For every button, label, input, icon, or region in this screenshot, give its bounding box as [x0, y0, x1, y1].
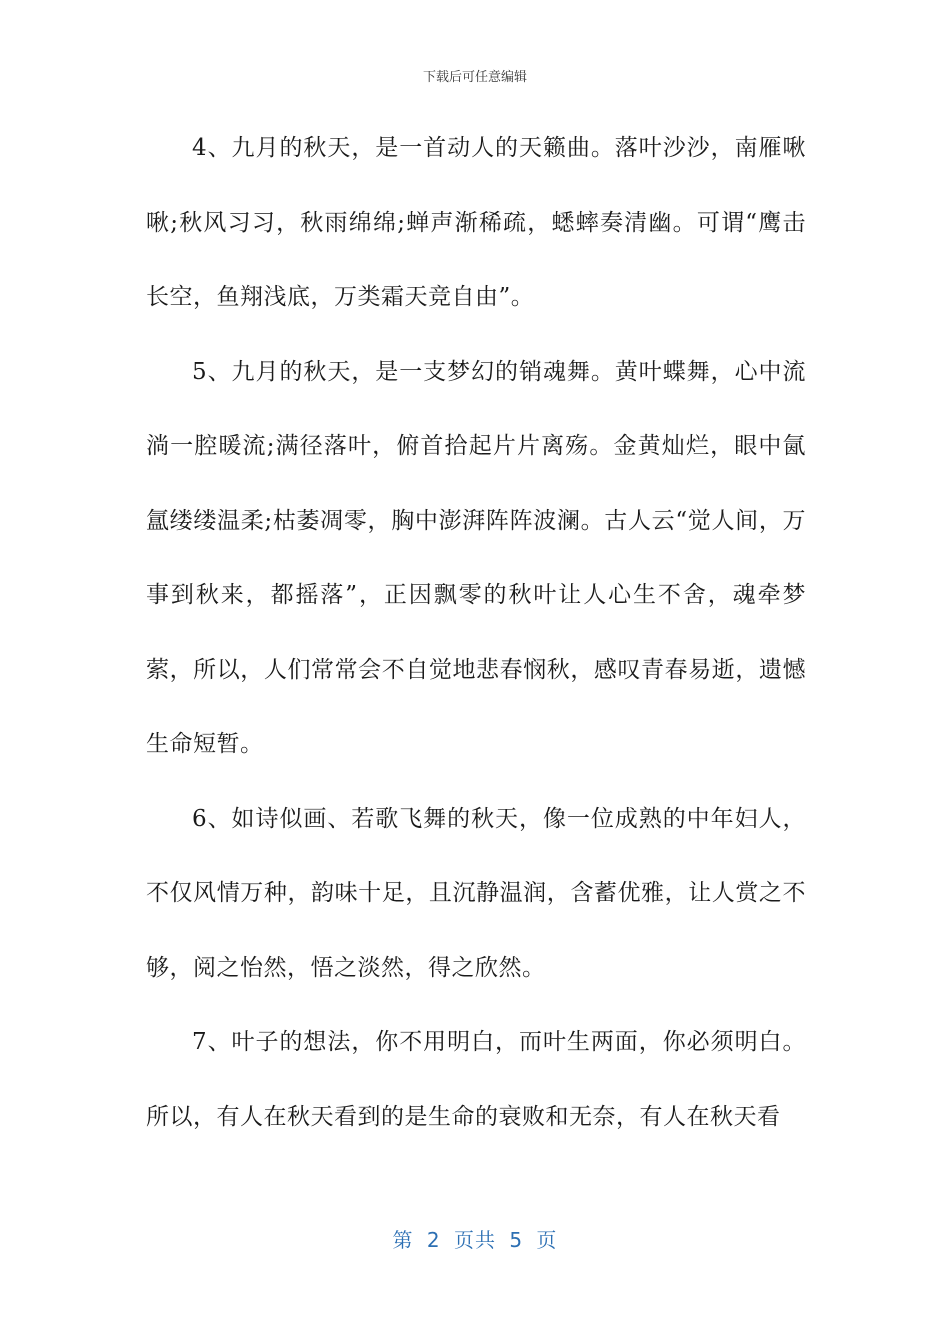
document-body	[146, 111, 806, 1154]
page-footer	[0, 1224, 950, 1253]
page-header: 下载后可任意编辑	[422, 70, 527, 85]
paragraph-5: 5、九月的秋天，是一支梦幻的销魂舞。黄叶蝶舞，心中流淌一腔暖流;满径落叶，俯首拾起片片离殇。金黄灿烂，眼中氤氲缕缕温柔;枯萎凋零，胸中澎湃阵阵波澜。古人云“觉人间，万事到秋来，都摇落”，正因飘零的秋叶让人心生不舍，魂牵梦萦，所以，人们常常会不自觉地悲春悯秋，感叹青春易逝，遗憾生命短暂。	[146, 358, 806, 757]
page-number-label: 第 2 页共 5 页	[392, 1228, 558, 1252]
paragraph-7: 7、叶子的想法，你不用明白，而叶生两面，你必须明白。所以，有人在秋天看到的是生命的衰败和无奈，有人在秋天看	[146, 1029, 806, 1130]
paragraph-4: 4、九月的秋天，是一首动人的天籁曲。落叶沙沙，南雁啾啾;秋风习习，秋雨绵绵;蝉声渐稀疏，蟋蟀奏清幽。可谓“鹰击长空，鱼翔浅底，万类霜天竞自由”。	[146, 135, 806, 310]
paragraph-6: 6、如诗似画、若歌飞舞的秋天，像一位成熟的中年妇人，不仅风情万种，韵味十足，且沉静温润，含蓄优雅，让人赏之不够，阅之怡然，悟之淡然，得之欣然。	[146, 805, 806, 981]
